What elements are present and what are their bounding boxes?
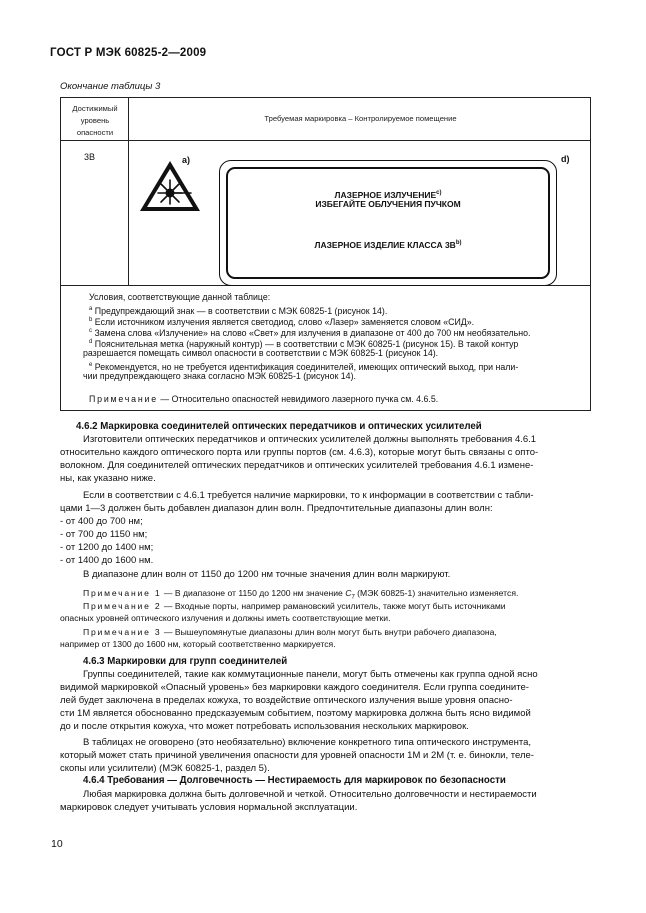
section-4-6-2-title: 4.6.2 Маркировка соединителей оптических передатчиков и оптических усилителей bbox=[76, 421, 482, 432]
paragraph: до и после открытия кожуха, что может потребовать использования нескольких маркировок. bbox=[60, 721, 469, 732]
paragraph: который может стать причиной увеличения опасности для уровней опасности 1М и 2М (т. е. бинокли, теле- bbox=[60, 750, 534, 761]
note-3-cont: например от 1300 до 1600 нм, который соответственно маркируется. bbox=[60, 639, 336, 649]
col-header-marking: Требуемая маркировка – Контролируемое помещение bbox=[264, 114, 457, 123]
note-2-cont: опасных уровней оптического излучения и должны иметь соответствующие метки. bbox=[60, 613, 391, 623]
paragraph: цами 1—3 должен быть добавлен диапазон длин волн. Предпочтительные диапазоны длин волн: bbox=[60, 503, 493, 514]
list-item: - от 1200 до 1400 нм; bbox=[60, 542, 154, 553]
explanatory-label bbox=[219, 160, 557, 286]
paragraph: относительно каждого оптического порта или группы портов (см. 4.6.3), которые могут быть связаны с опто- bbox=[60, 447, 539, 458]
conditions-title: Условия, соответствующие данной таблице: bbox=[89, 292, 271, 302]
paragraph: видимой маркировкой «Опасный уровень» без маркировки каждого соединителя. Если группа соедините- bbox=[60, 682, 529, 693]
section-4-6-3-title: 4.6.3 Маркировки для групп соединителей bbox=[83, 656, 288, 667]
page-number: 10 bbox=[51, 838, 63, 850]
paragraph: В диапазоне длин волн от 1150 до 1200 нм точные значения длин волн маркируют. bbox=[83, 569, 451, 580]
condition-item: $^c$ Замена слова «Излучение» на слово «Свет» для излучения в диапазоне от 400 до 700 нм необязательно. bbox=[89, 327, 531, 338]
condition-item: $^b$ Если источником излучения является светодиод, слово «Лазер» заменяется словом «СИД». bbox=[89, 316, 475, 327]
list-item: - от 1400 до 1600 нм. bbox=[60, 555, 154, 566]
paragraph: волокном. Для соединителей оптических передатчиков и оптических усилителей требования 4.6.1 измене- bbox=[60, 460, 534, 471]
note-3: Примечание 3 — Вышеупомянутые диапазоны длин волн могут быть внутри рабочего диапазона, bbox=[83, 627, 497, 637]
paragraph: лей будет заключена в пределах кожуха, то воздействие оптического излучения выше уровня опасно- bbox=[60, 695, 513, 706]
note-2: Примечание 2 — Входные порты, например рамановский усилитель, также могут быть источниками bbox=[83, 601, 506, 611]
paragraph: Изготовители оптических передатчиков и оптических усилителей должны выполнять требования 4.6.1 bbox=[83, 434, 537, 445]
condition-item: разрешается помещать символ опасности в соответствии с МЭК 60825-1 (рисунок 14). bbox=[83, 348, 439, 358]
table-caption: Окончание таблицы 3 bbox=[60, 81, 161, 92]
mark-d-label: d) bbox=[561, 154, 570, 164]
condition-item: $^a$ Предупреждающий знак — в соответствии с МЭК 60825-1 (рисунок 14). bbox=[89, 305, 388, 316]
mark-a-label: a) bbox=[182, 155, 191, 165]
section-4-6-4-title: 4.6.4 Требования — Долговечность — Нестираемость для маркировок по безопасности bbox=[83, 775, 506, 786]
paragraph: Если в соответствии с 4.6.1 требуется наличие маркировки, то к информации в соответствии с табли- bbox=[83, 490, 534, 501]
col-header-level: Достижимый уровень опасности bbox=[72, 104, 118, 137]
paragraph: сти 1М является обоснованно предсказуемым событием, поэтому маркировка должна быть ясно видимой bbox=[60, 708, 531, 719]
marking-table bbox=[60, 97, 591, 411]
paragraph: маркировок следует учитывать условия нормальной эксплуатации. bbox=[60, 802, 358, 813]
label-line-class: ЛАЗЕРНОЕ ИЗДЕЛИЕ КЛАССА $3B^{b)}$ bbox=[314, 240, 462, 250]
laser-warning-icon bbox=[138, 159, 202, 213]
condition-item: $^e$ Рекомендуется, но не требуется идентификация соединителей, имеющих оптический выход, при нали- bbox=[89, 361, 519, 372]
label-line-avoid: ИЗБЕГАЙТЕ ОБЛУЧЕНИЯ ПУЧКОМ bbox=[315, 199, 461, 209]
paragraph: Любая маркировка должна быть долговечной и четкой. Относительно долговечности и нестираемости bbox=[83, 789, 537, 800]
table-note: Примечание — Относительно опасностей невидимого лазерного пучка см. 4.6.5. bbox=[89, 394, 439, 404]
condition-item: чии предупреждающего знака согласно МЭК 60825-1 (рисунок 14). bbox=[83, 371, 356, 381]
table-divider bbox=[128, 98, 129, 285]
note-1: Примечание 1 — В диапазоне от 1150 до 1200 нм значение $C_7$ (МЭК 60825-1) значительно изменяется. bbox=[83, 588, 519, 601]
paragraph: ны, как указано ниже. bbox=[60, 473, 156, 484]
paragraph: скопы или усилители) (МЭК 60825-1, раздел 5). bbox=[60, 763, 270, 774]
list-item: - от 400 до 700 нм; bbox=[60, 516, 143, 527]
label-line-radiation: ЛАЗЕРНОЕ ИЗЛУЧЕНИЕ$^{c)}$ bbox=[334, 189, 442, 200]
condition-item: $^d$ Пояснительная метка (наружный контур) — в соответствии с МЭК 60825-1 (рисунок 15). В такой контур bbox=[89, 338, 519, 349]
hazard-level: 3B bbox=[84, 152, 96, 162]
table-divider bbox=[61, 140, 590, 141]
list-item: - от 700 до 1150 нм; bbox=[60, 529, 148, 540]
document-id: ГОСТ Р МЭК 60825-2—2009 bbox=[50, 47, 207, 59]
paragraph: В таблицах не оговорено (это необязательно) включение конкретного типа оптического инструмента, bbox=[83, 737, 532, 748]
paragraph: Группы соединителей, такие как коммутационные панели, могут быть отмечены как группа одной ясно bbox=[83, 669, 538, 680]
